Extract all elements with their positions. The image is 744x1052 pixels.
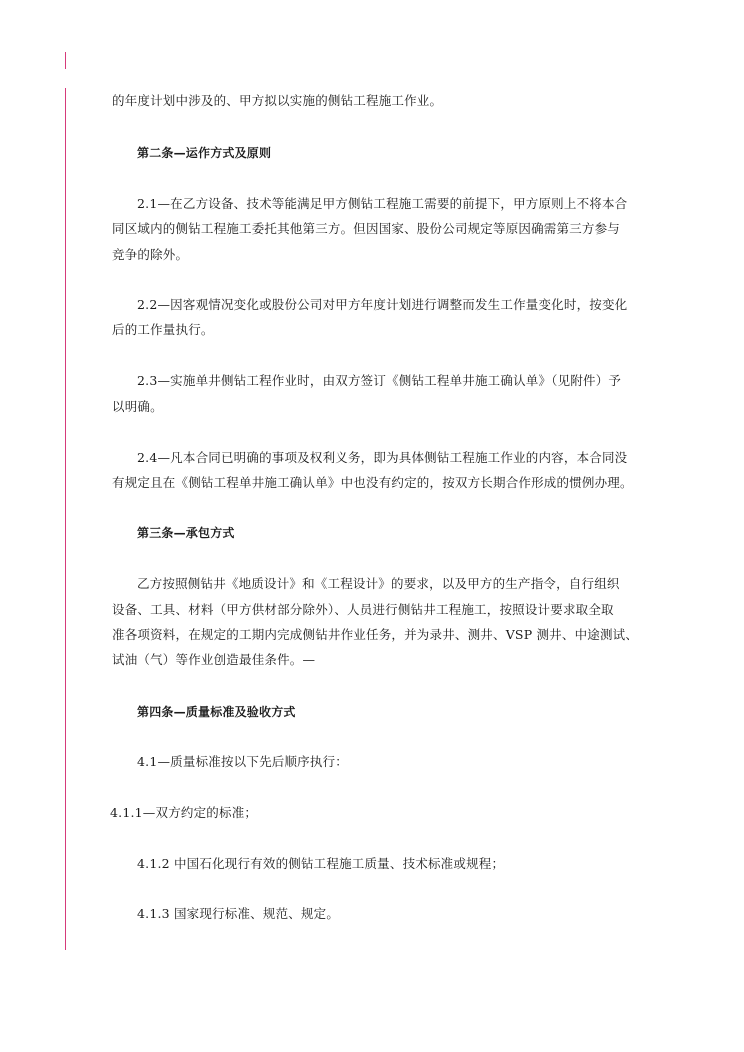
- paragraph-line: 2.2—因客观情况变化或股份公司对甲方年度计划进行调整而发生工作量变化时，按变化: [137, 297, 628, 312]
- margin-mark-top: [65, 52, 66, 69]
- paragraph-line: 试油（气）等作业创造最佳条件。—: [112, 652, 316, 667]
- paragraph-line: 2.3—实施单井侧钻工程作业时，由双方签订《侧钻工程单井施工确认单》（见附件）予: [137, 373, 622, 388]
- margin-mark-main: [65, 88, 66, 950]
- paragraph-line: 4.1.3 国家现行标准、规范、规定。: [137, 906, 340, 921]
- paragraph-line: 的年度计划中涉及的、甲方拟以实施的侧钻工程施工作业。: [112, 93, 443, 108]
- paragraph-line: 同区域内的侧钻工程施工委托其他第三方。但因国家、股份公司规定等原因确需第三方参与: [112, 221, 621, 236]
- section-heading-4: 第四条—质量标准及验收方式: [137, 705, 296, 719]
- paragraph-line: 2.1—在乙方设备、技术等能满足甲方侧钻工程施工需要的前提下，甲方原则上不将本合: [137, 196, 628, 211]
- paragraph-line: 乙方按照侧钻井《地质设计》和《工程设计》的要求，以及甲方的生产指令，自行组织: [137, 576, 620, 591]
- paragraph-line: 准各项资料，在规定的工期内完成侧钻井作业任务，并为录井、测井、VSP 测井、中途测试、: [112, 627, 639, 642]
- paragraph-line: 4.1.1—双方约定的标准；: [110, 805, 258, 820]
- section-heading-2: 第二条—运作方式及原则: [137, 146, 272, 160]
- paragraph-line: 竞争的除外。: [112, 247, 189, 262]
- section-heading-3: 第三条—承包方式: [137, 526, 235, 540]
- paragraph-line: 设备、工具、材料（甲方供材部分除外）、人员进行侧钻井工程施工，按照设计要求取全取: [112, 602, 614, 617]
- paragraph-line: 4.1—质量标准按以下先后顺序执行：: [137, 754, 348, 769]
- paragraph-line: 有规定且在《侧钻工程单井施工确认单》中也没有约定的，按双方长期合作形成的惯例办理。: [112, 475, 633, 490]
- paragraph-line: 2.4—凡本合同已明确的事项及权利义务，即为具体侧钻工程施工作业的内容，本合同没: [137, 450, 628, 465]
- paragraph-line: 4.1.2 中国石化现行有效的侧钻工程施工质量、技术标准或规程；: [137, 856, 505, 871]
- paragraph-line: 后的工作量执行。: [112, 322, 214, 337]
- paragraph-line: 以明确。: [112, 399, 163, 414]
